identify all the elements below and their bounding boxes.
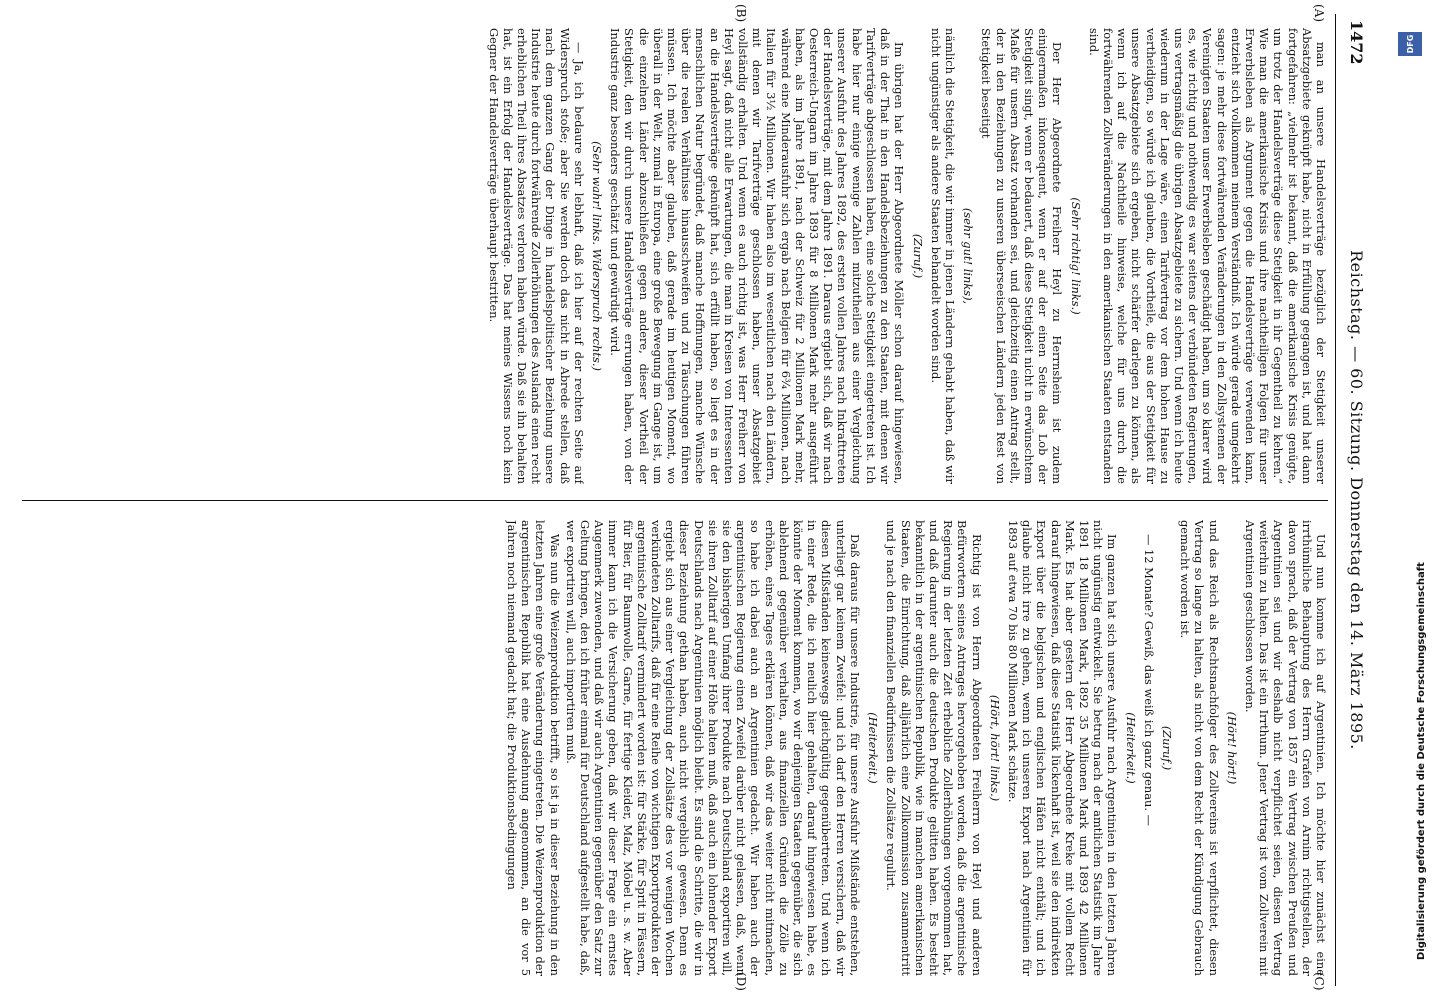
left-column xyxy=(22,28,1328,484)
interjection: (Zuruf.) xyxy=(1159,725,1174,771)
running-title: Reichstag. — 60. Sitzung. Donnerstag den 14. März 1895. xyxy=(1347,250,1366,750)
digitization-credit xyxy=(1396,0,1427,1000)
document-page xyxy=(8,0,1388,1000)
paragraph: — Ja, ich bedaure sehr lebhaft, daß ich hier auf der rechten Seite auf Widerspruch stoße; aber Sie werden doch das nicht in Abrede stellen, daß nach dem ganzen Gang der Dinge in handelspolitischer Beziehung unsere Industrie heute durch fortwährende Zollerhöhungen des Auslands einen recht erheblichen Theil ihres Absatzes verloren haben würde. Daß sie ihn behalten hat, ist ein Erfolg der Handelsverträge. Das hat meines Wissens noch kein Gegner der Handelsverträge überhaupt bestritten. xyxy=(486,28,586,484)
paragraph: Daß daraus für unsere Industrie, für unsere Ausfuhr Mißstände entstehen, unterliegt gar keinem Zweifel: und ich darf den Herren versichern, daß wir diesen Mißständen keineswegs gleichgültig gegenübertreten. Und wenn ich in einer Rede, die ich neulich hier gehalten, darauf hingewiesen habe, es könnte der Moment kommen, wo wir denjenigen Staaten gegenüber, die sich ablehnend gegenüber verhalten, aus finanziellen Gründen die Zölle zu erhöhen, eines Tages erklären können, daß wir das weiter nicht mitmachen, so habe ich dabei auch an Argentinien gedacht. Wir haben auch der argentinischen Regierung einen Zweifel darüber nicht gelassen, daß, wenn sie den bisherigen Umfang ihrer Produkte nach Deutschland exportiren will, sie ihren Zolltarif auf einer Höhe halten muß, daß auch ein lohnender Export Deutschlands nach Argentinien möglich bleibt. Es sind die Schritte, die wir in dieser Beziehung gethan haben, auch nicht vergeblich gewesen. Denn es ergiebt sich aus einer Vergleichung der Zollsätze des vor wenigen Wochen verkündeten Zolltarifs, daß für eine Reihe von wichtigen Exportprodukten der argentinische Zolltarif vermindert worden ist: für Stärke, für Sprit in Fässern, für Bier, für Baumwolle, Garne, für fertige Kleider, Malz, Möbel u. s. w. Aber immer kann ich die Versicherung geben, daß wir dieser Frage ein ernstes Augenmerk zuwenden, und daß wir auch Argentinien gegenüber den Satz zur Geltung bringen, den ich früher einmal für Deutschland aufgestellt habe, daß, wer exportiren will, auch importiren muß. xyxy=(563,520,862,976)
header-rule xyxy=(1335,14,1336,986)
margin-marker-a: (A) xyxy=(1312,4,1326,23)
interjection: (sehr gut! links), xyxy=(961,207,976,305)
paragraph: Der Herr Abgeordnete Freiherr Heyl zu Herrnsheim ist zudem einigermaßen inkonsequent, wenn er auf der einen Seite das Lob der Stetigkeit singt, wenn er bedauert, daß diese Stetigkeit nicht in erwünschtem Maße für unsern Absatz vorhanden sei, und gleichzeitig einen Antrag stellt, der in den Beziehungen zu unseren überseeischen Ländern jeden Rest von Stetigkeit beseitigt xyxy=(979,28,1065,484)
paragraph: Im übrigen hat der Herr Abgeordnete Möller schon darauf hingewiesen, daß in der That in den Handelsbeziehungen zu den Staaten, mit denen wir Tarifverträge abgeschlossen haben, eine solche Stetigkeit eingetreten ist. Ich habe hier nur einige wenige Zahlen mitzutheilen aus einer Vergleichung unserer Ausfuhr des Jahres 1892, des ersten vollen Jahres nach Inkrafttreten der Handelsverträge, mit dem Jahre 1891. Daraus ergiebt sich, daß wir nach Oesterreich-Ungarn im Jahre 1893 für 8 Millionen Mark mehr ausgeführt haben, als im Jahre 1891, nach der Schweiz für 2 Millionen Mark mehr, während eine Minderausfuhr sich ergab nach Belgien für 6¾ Millionen, nach Italien für 3½ Millionen. Wir haben also im wesentlichen nach den Ländern, mit denen wir Tarifverträge geschlossen haben, unser Absatzgebiet vollständig erhalten. Und wenn es auch richtig ist, was Herr Freiherr von Heyl sagt, daß nicht alle Erwartungen, die man in Kreisen von Interessenten an die Handelsverträge geknüpft hat, sich erfüllt haben, so liegt es in der menschlichen Natur begründet, daß manche Hoffnungen, manche Wünsche über die realen Verhältnisse hinausschweifen und zu Täuschungen führen müssen. Ich möchte aber glauben, daß gerade im heutigen Moment, wo überall in der Welt, zumal in Europa, eine große Bewegung im Gange ist, um die einzelnen Länder abzuschließen gegen andere, dieser Vortheil der Stetigkeit, den wir durch unsere Handelsverträge errungen haben, von der Industrie ganz besonders geschätzt und gewürdigt wird. xyxy=(608,28,907,484)
column-divider xyxy=(22,500,1328,501)
margin-marker-b: (B) xyxy=(734,4,748,23)
paragraph: Und nun komme ich auf Argentinien. Ich möchte hier zunächst eine irrthümliche Behauptung des Herrn Grafen von Arnim richtigstellen, der davon sprach, daß der Vertrag von 1857 ein Vertrag zwischen Preußen und Argentinien sei und wir deshalb nicht verpflichtet seien, diesen Vertrag weiterhin zu halten. Das ist ein Irrthum. Jener Vertrag ist vom Zollverein mit Argentinien geschlossen worden. xyxy=(1242,520,1328,976)
right-column xyxy=(22,520,1328,976)
paragraph: man an unsere Handelsverträge bezüglich der Stetigkeit unserer Absatzgebiete geknüpft habe, nicht in Erfüllung gegangen ist, und hat dann fortgefahren: „vielmehr ist bekannt, daß die amerikanische Krisis genügte, um trotz der Handelsverträge diese Stetigkeit in ihr Gegentheil zu kehren.“ Wie man die amerikanische Krisis und ihre nachtheiligen Folgen für unser Erwerbsleben als Argument gegen die Handelsverträge verwenden kann, entzieht sich vollkommen meinem Verständniß. Ich würde gerade umgekehrt sagen: je mehr diese fortwährenden Veränderungen in den Zollsystemen der Vereinigten Staaten unser Erwerbsleben geschädigt haben, um so klarer wird es, wie richtig und nothwendig es war seitens der verbündeten Regierungen, uns vertragsmäßig die übrigen Absatzgebiete zu sichern. Und wenn ich heute wiederum in der Lage wäre, einen Tarifvertrag vor dem hohen Hause zu vertheidigen, so würde ich glauben, die Vortheile, die aus der Stetigkeit für unsere Absatzgebiete sich ergeben, nicht schärfer darlegen zu können, als wenn ich auf die Nachtheile hinweise, welche für uns durch die fortwährenden Zollveränderungen in den amerikanischen Staaten entstanden sind. xyxy=(1086,28,1328,484)
paragraph: Was nun die Weizenproduktion betrifft, so ist ja in dieser Beziehung in den letzten Jahren eine große Veränderung eingetreten. Die Weizenproduktion der argentinischen Republik hat eine Ausdehnung angenommen, an die vor 5 Jahren noch niemand gedacht hat; die Produktionsbedingungen xyxy=(505,520,562,976)
page-number: 1472 xyxy=(1347,20,1366,65)
paragraph: Richtig ist von Herrn Abgeordneten Freiherrn von Heyl und anderen Befürwortern seines Antrages hervorgehoben worden, daß die argentinische Regierung in der letzten Zeit erhebliche Zollerhöhungen vorgenommen hat, und daß darunter auch die deutschen Produkte gelitten haben. Es besteht bekanntlich in der argentinischen Republik, wie in manchen amerikanischen Staaten, die Einrichtung, daß alljährlich eine Zollkommission zusammentritt und je nach den finanziellen Bedürfnissen die Zollsätze regulirt. xyxy=(884,520,984,976)
margin-marker-c: (C) xyxy=(1312,972,1326,991)
dfg-logo: DFG xyxy=(1398,32,1422,56)
interjection: (Hört! hört!) xyxy=(1224,711,1239,785)
interjection: (Zuruf.) xyxy=(910,233,925,279)
interjection: (Heiterkeit.) xyxy=(866,712,881,784)
interjection: (Sehr richtig! links.) xyxy=(1068,197,1083,315)
interjection: (Hört, hört! links.) xyxy=(987,694,1002,802)
credit-text: Digitalisierung gefördert durch die Deutsche Forschungsgemeinschaft xyxy=(1416,562,1427,960)
paragraph: und das Reich als Rechtsnachfolger des Zollvereins ist verpflichtet, diesen Vertrag so lange zu halten, als nicht von dem Recht der Kündigung Gebrauch gemacht worden ist. xyxy=(1178,520,1221,976)
interjection: (Heiterkeit.) xyxy=(1123,712,1138,784)
margin-marker-d: (D) xyxy=(734,972,748,991)
page-header xyxy=(1340,0,1366,1000)
paragraph: Im ganzen hat sich unsere Ausfuhr nach Argentinien in den letzten Jahren nicht ungünstig entwickelt. Sie betrug nach der amtlichen Statistik im Jahre 1891 18 Millionen Mark, 1892 35 Millionen Mark und 1893 42 Millionen Mark. Es hat aber gestern der Herr Abgeordnete Kreke mit vollem Recht darauf hingewiesen, daß diese Statistik lückenhaft ist, weil sie den indirekten Export über die belgischen und englischen Häfen nicht enthält; und ich glaube nicht irre zu gehen, wenn ich unseren Export nach Argentinien für 1893 auf etwa 70 bis 80 Millionen Mark schätze. xyxy=(1005,520,1120,976)
paragraph: nämlich die Stetigkeit, die wir immer in jenen Ländern gehabt haben, daß wir nicht ungünstiger als andere Staaten behandelt worden sind. xyxy=(928,28,957,484)
paragraph: — 12 Monate? Gewiß, das weiß ich ganz genau. — xyxy=(1141,534,1156,826)
interjection: (Sehr wahr! links. Widerspruch rechts.) xyxy=(590,141,605,371)
